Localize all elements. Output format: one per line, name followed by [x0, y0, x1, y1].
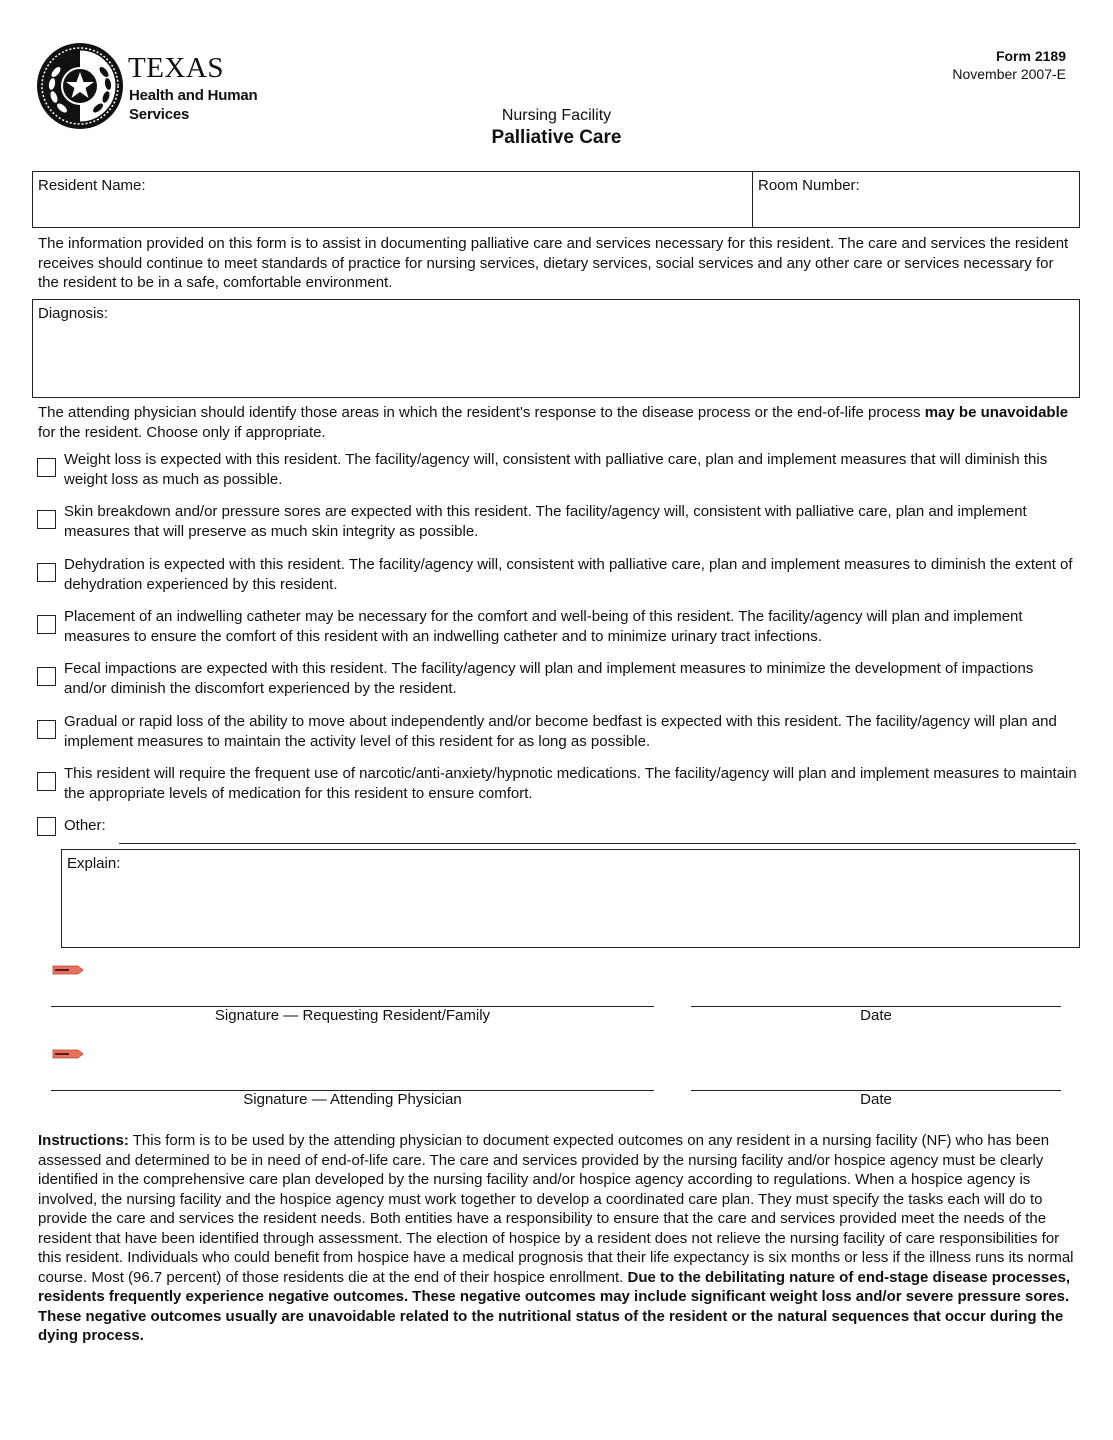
fecal-impactions-checkbox[interactable]: [37, 667, 56, 686]
checkbox-label: Placement of an indwelling catheter may be necessary for the comfort and well-being of this resident. The facility/agency will plan and implement measures to ensure the comfort of this resident with an indwelling catheter and to minimize urinary tract infections.: [64, 608, 1023, 645]
checkbox-row-dehydration: [37, 555, 1077, 594]
page-subtitle: Nursing Facility: [501, 107, 612, 124]
room-number-label: Room Number:: [758, 177, 860, 194]
resident-family-date-label: Date: [860, 1007, 892, 1024]
form-number: Form 2189: [995, 48, 1066, 64]
explain-label: Explain:: [67, 855, 121, 872]
checkbox-row-fecal-impactions: [37, 659, 1077, 698]
page-title-block: [0, 106, 1113, 150]
resident-family-signature-label: Signature — Requesting Resident/Family: [214, 1007, 491, 1024]
mobility-loss-checkbox[interactable]: [37, 720, 56, 739]
logo-texas-text: TEXAS: [128, 52, 224, 84]
form-date: November 2007-E: [952, 66, 1066, 82]
checkbox-row-catheter: [37, 607, 1077, 646]
checkbox-row-medications: [37, 764, 1077, 803]
physician-instruction-text: [38, 403, 1078, 442]
physician-text-part2: for the resident. Choose only if appropriate.: [38, 423, 326, 441]
explain-field[interactable]: [61, 849, 1080, 948]
logo-hhs-line: Health and Human: [129, 87, 258, 104]
checkbox-label: Gradual or rapid loss of the ability to move about independently and/or become bedfast is expected with this resident. The facility/agency will plan and implement measures to maintain the activity level of this resident for as long as possible.: [64, 713, 1057, 750]
checkbox-label: Fecal impactions are expected with this resident. The facility/agency will plan and implement measures to minimize the development of impactions and/or diminish the discomfort experienced by the resident.: [64, 660, 1034, 697]
instructions-body: This form is to be used by the attending physician to document expected outcomes on any resident in a nursing facility (NF) who has been assessed and determined to be in need of end-of-life care. The care and services provided by the nursing facility and/or hospice agency must be clearly identified in the comprehensive care plan developed by the nursing facility and/or hospice agency according to regulations. When a hospice agency is involved, the nursing facility and the hospice agency must work together to develop a coordinated care plan. They must specify the tasks each will do to provide the care and services the resident needs. Both entities have a responsibility to ensure that the care and services provided meet the needs of the resident that have been identified through assessment. The election of hospice by a resident does not relieve the nursing facility of care responsibilities for this resident. Individuals who could benefit from hospice have a medical prognosis that their life expectancy is six months or less if the illness runs its normal course. Most (96.7 percent) of those residents die at the end of their hospice enrollment.: [38, 1132, 1074, 1286]
resident-name-field[interactable]: [32, 171, 753, 228]
other-input-line[interactable]: [119, 843, 1076, 844]
physician-date-label: Date: [860, 1091, 892, 1108]
logo-services-line: Services: [129, 106, 190, 123]
diagnosis-label: Diagnosis:: [38, 305, 109, 322]
physician-text-part1: The attending physician should identify those areas in which the resident's response to the disease process or the end-of-life process: [38, 404, 925, 421]
catheter-checkbox[interactable]: [37, 615, 56, 634]
page-title: Palliative Care: [491, 127, 622, 148]
checkbox-row-mobility-loss: [37, 712, 1077, 751]
physician-signature-label: Signature — Attending Physician: [243, 1091, 462, 1108]
checkbox-label: Skin breakdown and/or pressure sores are expected with this resident. The facility/agency will, consistent with palliative care, plan and implement measures that will preserve as much skin integrity as possible.: [64, 503, 1027, 540]
form-identifier: [952, 47, 1066, 83]
skin-breakdown-checkbox[interactable]: [37, 510, 56, 529]
instructions-text: [38, 1131, 1078, 1346]
checkbox-row-weight-loss: [37, 450, 1077, 489]
room-number-field[interactable]: [752, 171, 1080, 228]
checkbox-row-skin-breakdown: [37, 502, 1077, 541]
sign-here-tag-icon: [52, 1049, 84, 1059]
diagnosis-field[interactable]: [32, 299, 1080, 398]
sign-here-tag-icon: [52, 965, 84, 975]
checkbox-label: This resident will require the frequent use of narcotic/anti-anxiety/hypnotic medications. The facility/agency will plan and implement measures to maintain the appropriate levels of medication for this resident to ensure comfort.: [64, 765, 1077, 802]
instructions-bold-tail: Due to the debilitating nature of end-stage disease processes, residents frequently experience negative outcomes. These negative outcomes may include significant weight loss and/or severe pressure sores. These negative outcomes usually are unavoidable related to the nutritional status of the resident or the natural sequences that occur during the dying process.: [38, 1268, 1071, 1344]
resident-name-label: Resident Name:: [38, 177, 146, 194]
instructions-heading: Instructions:: [38, 1132, 129, 1149]
weight-loss-checkbox[interactable]: [37, 458, 56, 477]
checkbox-label: Weight loss is expected with this resident. The facility/agency will, consistent with palliative care, plan and implement measures that will diminish this weight loss as much as possible.: [64, 451, 1048, 488]
checkbox-row-other: [37, 809, 1077, 836]
physician-text-bold: may be unavoidable: [924, 404, 1069, 421]
intro-text: The information provided on this form is to assist in documenting palliative care and services necessary for this resident. The care and services the resident receives should continue to meet standards of practice for nursing services, dietary services, social services and any other care or services necessary for the resident to be in a safe, comfortable environment.: [38, 235, 1069, 291]
other-label: Other:: [64, 817, 106, 834]
other-checkbox[interactable]: [37, 817, 56, 836]
checkbox-label: Dehydration is expected with this resident. The facility/agency will, consistent with palliative care, plan and implement measures to diminish the extent of dehydration experienced by this resident.: [64, 556, 1073, 593]
dehydration-checkbox[interactable]: [37, 563, 56, 582]
medications-checkbox[interactable]: [37, 772, 56, 791]
